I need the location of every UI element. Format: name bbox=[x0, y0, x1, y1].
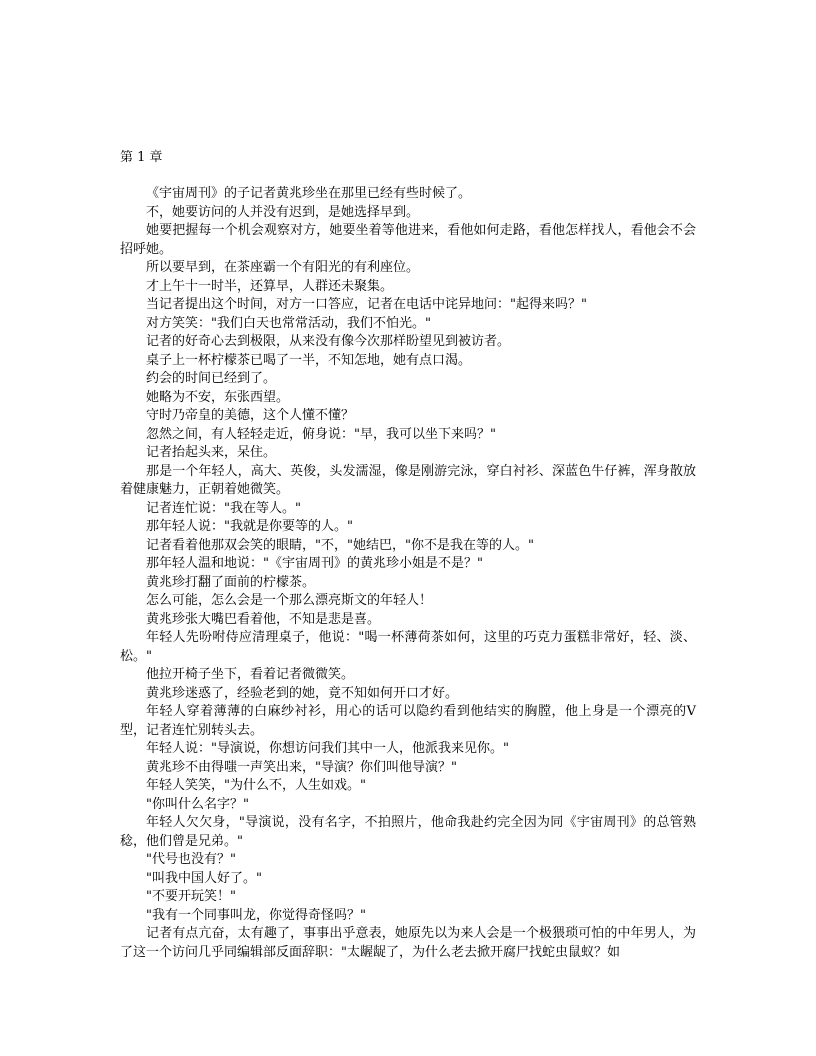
paragraph: "叫我中国人好了。" bbox=[146, 870, 262, 886]
paragraph: 黄兆珍打翻了面前的柠檬茶。 bbox=[146, 574, 316, 590]
paragraph: 年轻人先吩咐侍应清理桌子，他说："喝一杯薄荷茶如何，这里的巧克力蛋糕非常好，轻、淡、松。" bbox=[120, 630, 696, 664]
paragraph: 她略为不安，东张西望。 bbox=[146, 389, 290, 405]
paragraph: 才上午十一时半，还算早，人群还未聚集。 bbox=[146, 278, 394, 294]
paragraph: 记者看着他那双会笑的眼睛，"不，"她结巴，"你不是我在等的人。" bbox=[146, 537, 534, 553]
paragraph: 约会的时间已经到了。 bbox=[146, 371, 277, 386]
paragraph: 守时乃帝皇的美德，这个人懂不懂？ bbox=[146, 408, 355, 423]
paragraph: "我有一个同事叫龙，你觉得奇怪吗？" bbox=[146, 907, 366, 923]
paragraph: 年轻人说："导演说，你想访问我们其中一人，他派我来见你。" bbox=[146, 741, 509, 756]
paragraph: 那年轻人温和地说："《宇宙周刊》的黄兆珍小姐是不是？" bbox=[146, 556, 483, 571]
paragraph: 对方笑笑："我们白天也常常活动，我们不怕光。" bbox=[146, 315, 431, 331]
paragraph: 那是一个年轻人，高大、英俊，头发濡湿，像是刚游完泳，穿白衬衫、深蓝色牛仔裤，浑身散放着健康魅力，正朝着她微笑。 bbox=[120, 463, 696, 497]
paragraph: 所以要早到，在茶座霸一个有阳光的有利座位。 bbox=[146, 260, 420, 275]
paragraph: 当记者提出这个时间，对方一口答应，记者在电话中诧异地问："起得来吗？" bbox=[146, 297, 587, 312]
paragraph: 那年轻人说："我就是你要等的人。" bbox=[146, 519, 353, 534]
paragraph: 他拉开椅子坐下，看着记者微微笑。 bbox=[146, 667, 355, 682]
paragraph: "你叫什么名字？" bbox=[146, 796, 249, 812]
paragraph: "不要开玩笑！" bbox=[146, 889, 236, 904]
paragraph: 她要把握每一个机会观察对方，她要坐着等他进来，看他如何走路，看他怎样找人，看他会不会招呼她。 bbox=[120, 223, 696, 257]
paragraph: 记者有点亢奋，太有趣了，事事出乎意表，她原先以为来人会是一个极猥琐可怕的中年男人，为了这一个访问几乎同编辑部反面辞职："太龌龊了，为什么老去掀开腐尸找蛇虫鼠蚁？如 bbox=[120, 926, 696, 960]
paragraph: 年轻人笑笑，"为什么不，人生如戏。" bbox=[146, 778, 366, 793]
paragraph: 黄兆珍张大嘴巴看着他，不知是悲是喜。 bbox=[146, 611, 381, 627]
paragraph: 记者抬起头来，呆住。 bbox=[146, 445, 277, 460]
chapter-title: 第 1 章 bbox=[120, 150, 163, 165]
paragraph: 黄兆珍不由得嗤一声笑出来，"导演？你们叫他导演？" bbox=[146, 759, 457, 775]
paragraph: 不，她要访问的人并没有迟到，是她选择早到。 bbox=[146, 204, 420, 220]
paragraph: 年轻人穿着薄薄的白麻纱衬衫，用心的话可以隐约看到他结实的胸膛，他上身是一个漂亮的V型，记者连忙别转头去。 bbox=[120, 704, 696, 738]
paragraph: 桌子上一杯柠檬茶已喝了一半，不知怎地，她有点口渴。 bbox=[146, 352, 472, 368]
paragraph: 《宇宙周刊》的子记者黄兆珍坐在那里已经有些时候了。 bbox=[146, 186, 472, 201]
paragraph: 年轻人欠欠身，"导演说，没有名字，不拍照片，他命我赴约完全因为同《宇宙周刊》的总管熟稔，他们曾是兄弟。" bbox=[120, 815, 696, 849]
paragraph: 记者的好奇心去到极限，从来没有像今次那样盼望见到被访者。 bbox=[146, 334, 511, 349]
paragraph: 忽然之间，有人轻轻走近，俯身说："早，我可以坐下来吗？" bbox=[146, 426, 496, 442]
paragraph: 黄兆珍迷惑了，经验老到的她，竟不知如何开口才好。 bbox=[146, 685, 459, 701]
paragraph: 怎么可能，怎么会是一个那么漂亮斯文的年轻人！ bbox=[146, 593, 433, 608]
paragraph: 记者连忙说："我在等人。" bbox=[146, 500, 301, 516]
paragraph: "代号也没有？" bbox=[146, 852, 236, 867]
chapter-body bbox=[120, 185, 696, 962]
